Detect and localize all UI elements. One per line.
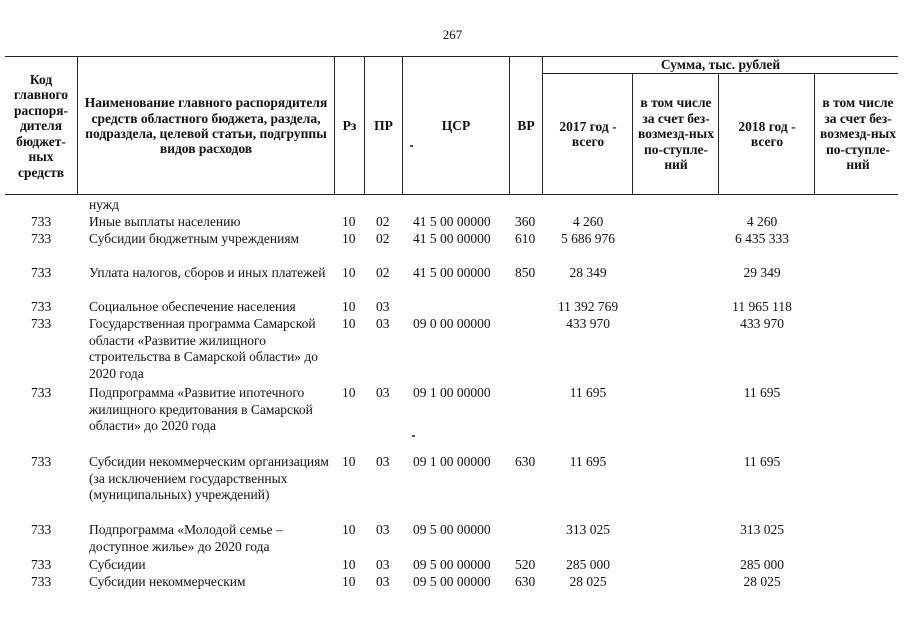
- header-code: Код главного распоря-дителя бюджет-ных средств: [13, 72, 69, 180]
- cell-code: 733: [31, 299, 52, 314]
- col-divider: [632, 73, 633, 195]
- header-name: Наименование главного распорядителя средств областного бюджета, раздела, подраздела, целевой статьи, подгруппы видов расходов: [84, 95, 328, 157]
- cell-name: Субсидии некоммерческим организациям (за исключением государственных (муниципальных) учреждений): [89, 454, 329, 502]
- cell-pr: 03: [376, 299, 390, 314]
- cell-name: Субсидии: [89, 557, 146, 572]
- col-divider: [77, 56, 78, 195]
- cell-csr: 09 5 00 00000: [413, 557, 491, 572]
- cell-2017: 28 025: [569, 574, 607, 589]
- header-2018-incl: в том числе за счет без-возмезд-ных по-ступле-ний: [820, 95, 896, 173]
- cell-2018: 11 965 118: [732, 299, 792, 314]
- cell-pr: 03: [376, 316, 390, 331]
- cell-2018: 6 435 333: [735, 231, 789, 246]
- col-divider: [542, 56, 543, 195]
- cell-2018: 11 695: [743, 454, 781, 469]
- cell-vr: 520: [515, 557, 536, 572]
- cell-pr: 02: [376, 231, 390, 246]
- cell-2017: 11 695: [569, 385, 607, 400]
- cell-2017: 285 000: [566, 557, 610, 572]
- cell-2018: 285 000: [740, 557, 784, 572]
- cell-name: Субсидии бюджетным учреждениям: [89, 231, 300, 246]
- cell-rz: 10: [342, 316, 356, 331]
- cell-2018: 29 349: [743, 265, 781, 280]
- cell-2018: 433 970: [740, 316, 784, 331]
- cell-csr: 09 0 00 00000: [413, 316, 491, 331]
- cell-2017: 28 349: [569, 265, 607, 280]
- cell-code: 733: [31, 454, 52, 469]
- table-header: [5, 56, 898, 196]
- header-2017-incl: в том числе за счет без-возмезд-ных по-ступле-ний: [638, 95, 714, 173]
- header-sum-rule: [542, 73, 898, 74]
- cell-csr: 41 5 00 00000: [413, 231, 491, 246]
- header-sum-group: Сумма, тыс. рублей: [660, 57, 781, 73]
- page-number: 267: [442, 27, 463, 42]
- cell-2018: 11 695: [743, 385, 781, 400]
- cell-csr: 09 5 00 00000: [413, 574, 491, 589]
- cell-pr: 02: [376, 265, 390, 280]
- scan-speck: [410, 145, 413, 147]
- cell-rz: 10: [342, 574, 356, 589]
- cell-csr: 09 1 00 00000: [413, 385, 491, 400]
- cell-rz: 10: [342, 214, 356, 229]
- cell-2017: 5 686 976: [561, 231, 615, 246]
- cell-2017: 11 392 769: [557, 299, 619, 314]
- cell-code: 733: [31, 385, 52, 400]
- continued-text: нужд: [89, 197, 119, 212]
- cell-csr: 09 1 00 00000: [413, 454, 491, 469]
- cell-vr: 850: [515, 265, 536, 280]
- cell-csr: 41 5 00 00000: [413, 265, 491, 280]
- col-divider: [718, 73, 719, 195]
- cell-code: 733: [31, 316, 52, 331]
- cell-pr: 03: [376, 557, 390, 572]
- cell-rz: 10: [342, 299, 356, 314]
- cell-code: 733: [31, 522, 52, 537]
- cell-2017: 433 970: [566, 316, 610, 331]
- cell-2017: 313 025: [566, 522, 610, 537]
- cell-pr: 02: [376, 214, 390, 229]
- cell-name: Иные выплаты населению: [89, 214, 241, 229]
- cell-rz: 10: [342, 385, 356, 400]
- scan-speck: [412, 435, 415, 437]
- header-bottom-rule: [5, 194, 898, 195]
- cell-pr: 03: [376, 574, 390, 589]
- cell-name: Уплата налогов, сборов и иных платежей: [89, 265, 326, 280]
- header-csr: ЦСР: [441, 118, 471, 134]
- cell-name: Подпрограмма «Молодой семье – доступное жилье» до 2020 года: [89, 522, 283, 554]
- cell-name: Социальное обеспечение населения: [89, 299, 296, 314]
- cell-csr: 41 5 00 00000: [413, 214, 491, 229]
- cell-vr: 360: [515, 214, 536, 229]
- cell-code: 733: [31, 265, 52, 280]
- cell-vr: 630: [515, 574, 536, 589]
- cell-2018: 313 025: [740, 522, 784, 537]
- cell-name: Государственная программа Самарской области «Развитие жилищного строительства в Самарской области» до 2020 года: [89, 316, 319, 381]
- header-pr: ПР: [374, 118, 393, 134]
- cell-2018: 4 260: [746, 214, 778, 229]
- cell-pr: 03: [376, 522, 390, 537]
- header-2018-total: 2018 год - всего: [738, 118, 796, 149]
- cell-rz: 10: [342, 265, 356, 280]
- cell-rz: 10: [342, 231, 356, 246]
- cell-pr: 03: [376, 454, 390, 469]
- cell-rz: 10: [342, 454, 356, 469]
- cell-code: 733: [31, 231, 52, 246]
- cell-csr: 09 5 00 00000: [413, 522, 491, 537]
- cell-2017: 4 260: [572, 214, 604, 229]
- cell-rz: 10: [342, 557, 356, 572]
- cell-vr: 630: [515, 454, 536, 469]
- cell-name: Субсидии некоммерческим: [89, 574, 246, 589]
- header-2017-total: 2017 год - всего: [559, 118, 617, 149]
- cell-2018: 28 025: [743, 574, 781, 589]
- cell-vr: 610: [515, 231, 536, 246]
- cell-code: 733: [31, 214, 52, 229]
- cell-name: Подпрограмма «Развитие ипотечного жилищного кредитования в Самарской области» до 2020 года: [89, 385, 313, 433]
- cell-code: 733: [31, 557, 52, 572]
- cell-pr: 03: [376, 385, 390, 400]
- col-divider: [814, 73, 815, 195]
- header-rz: Рз: [342, 118, 357, 134]
- header-vr: ВР: [517, 118, 535, 134]
- cell-2017: 11 695: [569, 454, 607, 469]
- cell-code: 733: [31, 574, 52, 589]
- cell-rz: 10: [342, 522, 356, 537]
